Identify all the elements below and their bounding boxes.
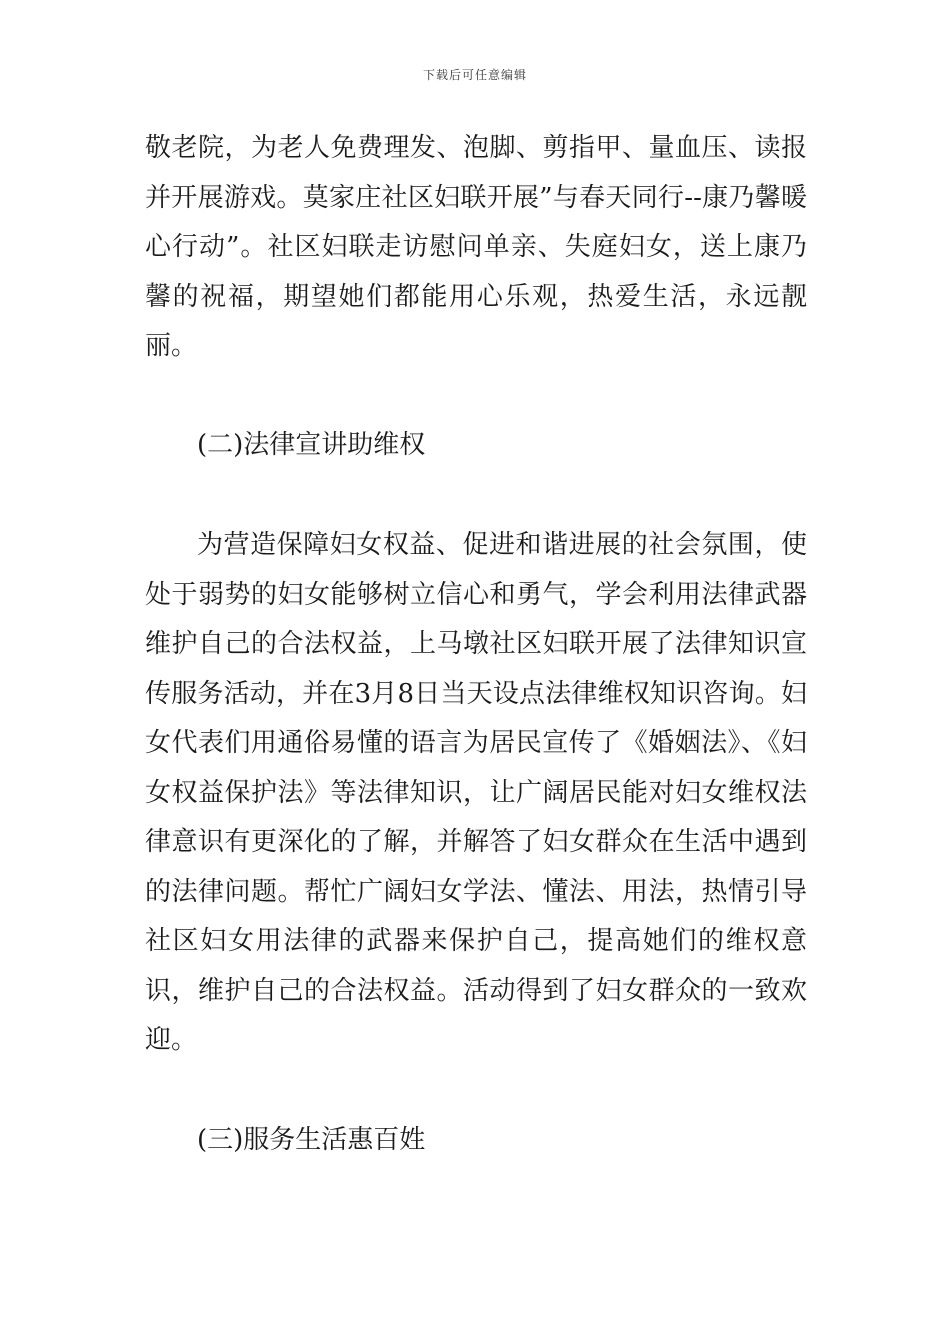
spacer <box>145 372 807 421</box>
paragraph-legal-rights: 为营造保障妇女权益、促进和谐进展的社会氛围，使处于弱势的妇女能够树立信心和勇气，学会利用法律武器维护自己的合法权益，上马墩社区妇联开展了法律知识宣传服务活动，并在3月8日当天设点法律维权知识咨询。妇女代表们用通俗易懂的语言为居民宣传了《婚姻法》、《妇女权益保护法》等法律知识，让广阔居民能对妇女维权法律意识有更深化的了解，并解答了妇女群众在生活中遇到的法律问题。帮忙广阔妇女学法、懂法、用法，热情引导社区妇女用法律的武器来保护自己，提高她们的维权意识，维护自己的合法权益。活动得到了妇女群众的一致欢迎。 <box>145 530 807 1055</box>
paragraph-elderly-care: 敬老院，为老人免费理发、泡脚、剪指甲、量血压、读报并开展游戏。莫家庄社区妇联开展”与春天同行--康乃馨暖心行动”。社区妇联走访慰问单亲、失庭妇女，送上康乃馨的祝福，期望她们都能用心乐观，热爱生活，永远靓丽。 <box>145 133 807 361</box>
section-heading-service: (三)服务生活惠百姓 <box>197 1124 426 1155</box>
section-heading-legal: (二)法律宣讲助维权 <box>197 429 426 460</box>
spacer <box>145 1066 807 1116</box>
page-header: 下载后可任意编辑 <box>422 68 527 82</box>
document-body <box>145 124 807 1165</box>
spacer <box>145 470 807 521</box>
